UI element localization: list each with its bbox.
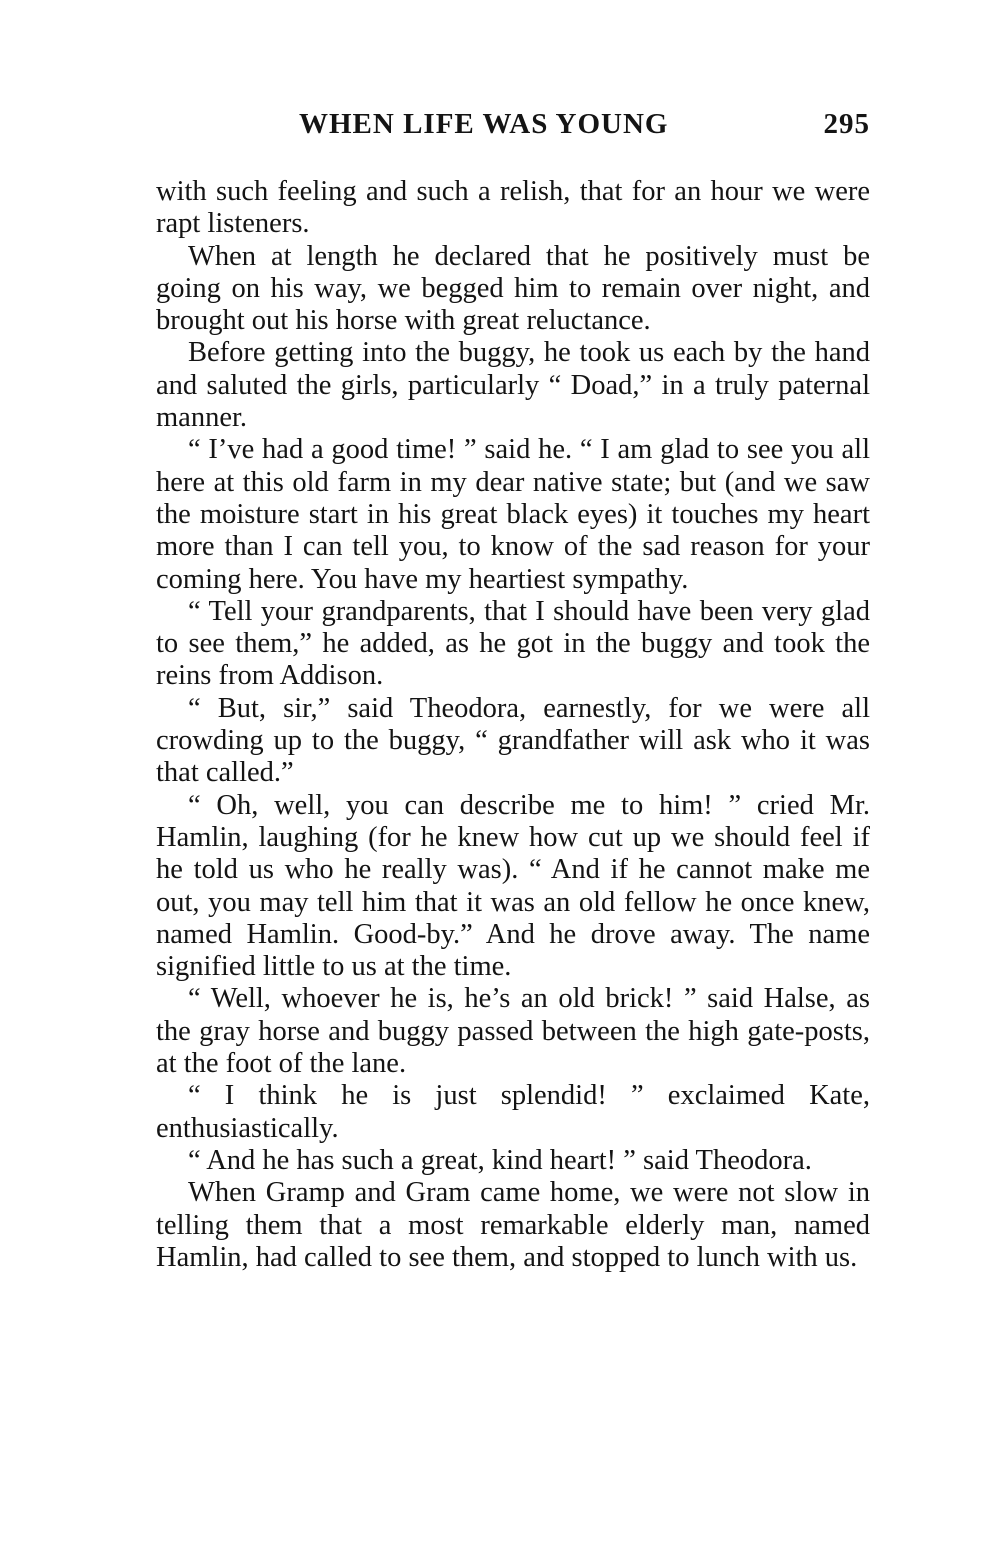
body-text xyxy=(156,176,870,1274)
paragraph-continued: with such feeling and such a relish, that for an hour we were rapt listeners. xyxy=(156,176,870,240)
paragraph: “ Tell your grandparents, that I should have been very glad to see them,” he added, as he got in the buggy and took the reins from Addison. xyxy=(156,595,870,692)
paragraph: “ I think he is just splendid! ” exclaimed Kate, enthusiastically. xyxy=(156,1080,870,1144)
paragraph: Before getting into the buggy, he took us each by the hand and saluted the girls, particularly “ Doad,” in a truly paternal manner. xyxy=(156,337,870,434)
paragraph: “ Oh, well, you can describe me to him! ” cried Mr. Hamlin, laughing (for he knew how cut up we should feel if he told us who he really was). “ And if he cannot make me out, you may tell him that it was an old fellow he once knew, named Hamlin. Good-by.” And he drove away. The name signified little to us at the time. xyxy=(156,789,870,983)
paragraph: “ Well, whoever he is, he’s an old brick! ” said Halse, as the gray horse and buggy passed between the high gate-posts, at the foot of the lane. xyxy=(156,983,870,1080)
paragraph: “ I’ve had a good time! ” said he. “ I am glad to see you all here at this old farm in my dear native state; but (and we saw the moisture start in his great black eyes) it touches my heart more than I can tell you, to know of the sad reason for your coming here. You have my heartiest sympathy. xyxy=(156,434,870,595)
paragraph: When Gramp and Gram came home, we were not slow in telling them that a most remarkable elderly man, named Hamlin, had called to see them, and stopped to lunch with us. xyxy=(156,1177,870,1273)
paragraph: When at length he declared that he positively must be going on his way, we begged him to remain over night, and brought out his horse with great reluctance. xyxy=(156,240,870,337)
running-head xyxy=(156,108,870,148)
running-title: WHEN LIFE WAS YOUNG xyxy=(299,108,669,140)
paragraph: “ But, sir,” said Theodora, earnestly, for we were all crowding up to the buggy, “ grandfather will ask who it was that called.” xyxy=(156,692,870,789)
paragraph: “ And he has such a great, kind heart! ” said Theodora. xyxy=(188,1144,812,1176)
page-number: 295 xyxy=(823,108,870,140)
